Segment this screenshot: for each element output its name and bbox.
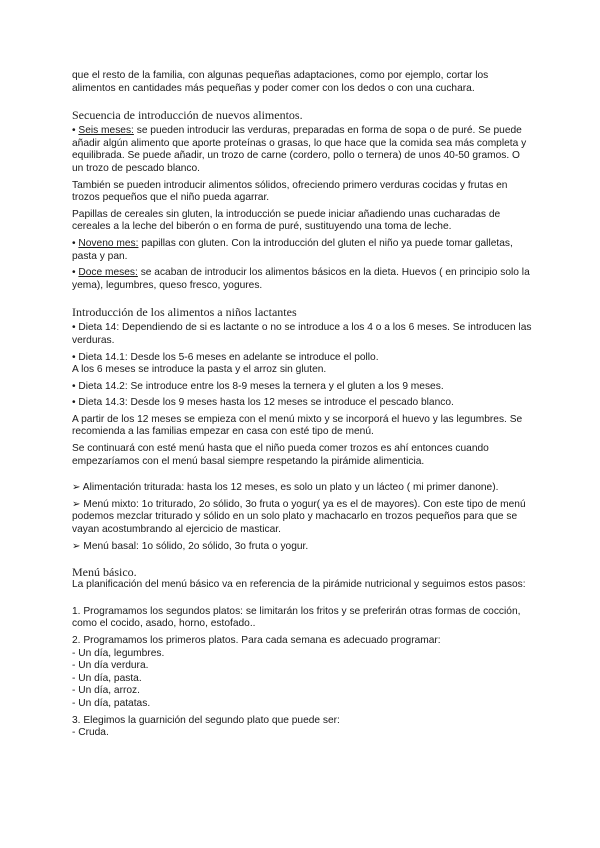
twelve-months-item: • Doce meses: se acaban de introducir los alimentos básicos en la dieta. Huevos ( en principio solo la yema), legumbres, queso fresco, yogures. bbox=[72, 267, 530, 291]
cereals-paragraph: Papillas de cereales sin gluten, la introducción se puede iniciar añadiendo unas cucharadas de cereales a la leche del biberón o en forma de puré, sustituyendo una toma de leche. bbox=[72, 208, 501, 233]
day-item: - Un día verdura. bbox=[72, 660, 149, 672]
heading-basic-menu: Menú básico. bbox=[72, 565, 137, 580]
diet-14-1: • Dieta 14.1: Desde los 5-6 meses en adelante se introduce el pollo. bbox=[72, 351, 379, 363]
day-item: - Un día, patatas. bbox=[72, 697, 151, 709]
day-item: - Un día, pasta. bbox=[72, 672, 142, 684]
step-1: 1. Programamos los segundos platos: se limitarán los fritos y se preferirán otras formas de cocción, como el cocido, asado, horno, estofado.. bbox=[72, 605, 521, 630]
basic-menu-paragraph: La planificación del menú básico va en referencia de la pirámide nutricional y seguimos estos pasos: bbox=[72, 579, 526, 591]
arrow-item-basal: ➢ Menú basal: 1o sólido, 2o sólido, 3o fruta o yogur. bbox=[72, 540, 309, 552]
day-item: - Un día, legumbres. bbox=[72, 647, 165, 659]
diet-14-1-note: A los 6 meses se introduce la pasta y el arroz sin gluten. bbox=[72, 364, 327, 376]
document-page bbox=[72, 70, 534, 740]
ninth-month-label: Noveno mes: bbox=[78, 237, 139, 249]
continue-paragraph: Se continuará con esté menú hasta que el niño pueda comer trozos es ahí entonces cuando empezaríamos con el menú basal siempre respetando la pirámide alimenticia. bbox=[72, 443, 489, 467]
diet-14: • Dieta 14: Dependiendo de si es lactante o no se introduce a los 4 o a los 6 meses. Se introducen las verduras. bbox=[72, 322, 532, 346]
twelve-months-text: se acaban de introducir los alimentos básicos en la dieta. Huevos ( en principio solo la yema), legumbres, queso fresco, yogures. bbox=[72, 267, 530, 291]
six-months-item: • Seis meses: se pueden introducir las verduras, preparadas en forma de sopa o de puré. Se puede añadir algún alimento que aporte proteínas o grasas, lo que hace que la comida sea más completa y equilibrada. Se puede añadir, un trozo de carne (cordero, pollo o ternera) de unos 40-50 gramos. O un trozo de pescado blanco. bbox=[72, 125, 527, 174]
ninth-month-item: • Noveno mes: papillas con gluten. Con la introducción del gluten el niño ya puede tomar galletas, pasta y pan. bbox=[72, 237, 513, 262]
arrow-item-mixed: ➢ Menú mixto: 1o triturado, 2o sólido, 3o fruta o yogur( ya es el de mayores). Con este tipo de menú podemos mezclar triturado y sólido en un solo plato y machacarlo en trozos pequeños para que se vayan acostumbrando al ejercicio de masticar. bbox=[72, 498, 526, 536]
heading-new-foods: Secuencia de introducción de nuevos alimentos. bbox=[72, 108, 303, 123]
twelve-months-label: Doce meses: bbox=[78, 267, 138, 279]
ninth-month-text: papillas con gluten. Con la introducción del gluten el niño ya puede tomar galletas, pasta y pan. bbox=[72, 237, 513, 262]
solids-paragraph: También se pueden introducir alimentos sólidos, ofreciendo primero verduras cocidas y frutas en trozos pequeños que el niño pueda agarrar. bbox=[72, 179, 508, 204]
diet-14-2: • Dieta 14.2: Se introduce entre los 8-9 meses la ternera y el gluten a los 9 meses. bbox=[72, 380, 444, 392]
intro-paragraph: que el resto de la familia, con algunas pequeñas adaptaciones, como por ejemplo, cortar los alimentos en cantidades más pequeñas y poder comer con los dedos o con una cuchara. bbox=[72, 70, 489, 94]
raw-item: - Cruda. bbox=[72, 727, 109, 739]
day-item: - Un día, arroz. bbox=[72, 685, 140, 697]
diet-14-3: • Dieta 14.3: Desde los 9 meses hasta los 12 meses se introduce el pescado blanco. bbox=[72, 397, 454, 409]
six-months-text: se pueden introducir las verduras, preparadas en forma de sopa o de puré. Se puede añadir algún alimento que aporte proteínas o grasas, lo que hace que la comida sea más completa y equilibrada. Se puede añadir, un trozo de carne (cordero, pollo o ternera) de unos 40-50 gramos. O un trozo de pescado blanco. bbox=[72, 125, 527, 174]
mixed-menu-paragraph: A partir de los 12 meses se empieza con el menú mixto y se incorporá el huevo y las legumbres. Se recomienda a las familias empezar en casa con esté tipo de menú. bbox=[72, 413, 523, 438]
heading-infant-foods: Introducción de los alimentos a niños lactantes bbox=[72, 305, 297, 320]
step-2: 2. Programamos los primeros platos. Para cada semana es adecuado programar: bbox=[72, 635, 441, 646]
arrow-item-triturated: ➢ Alimentación triturada: hasta los 12 meses, es solo un plato y un lácteo ( mi primer danone). bbox=[72, 482, 499, 494]
step-3: 3. Elegimos la guarnición del segundo plato que puede ser: bbox=[72, 714, 340, 726]
six-months-label: Seis meses: bbox=[78, 125, 134, 137]
